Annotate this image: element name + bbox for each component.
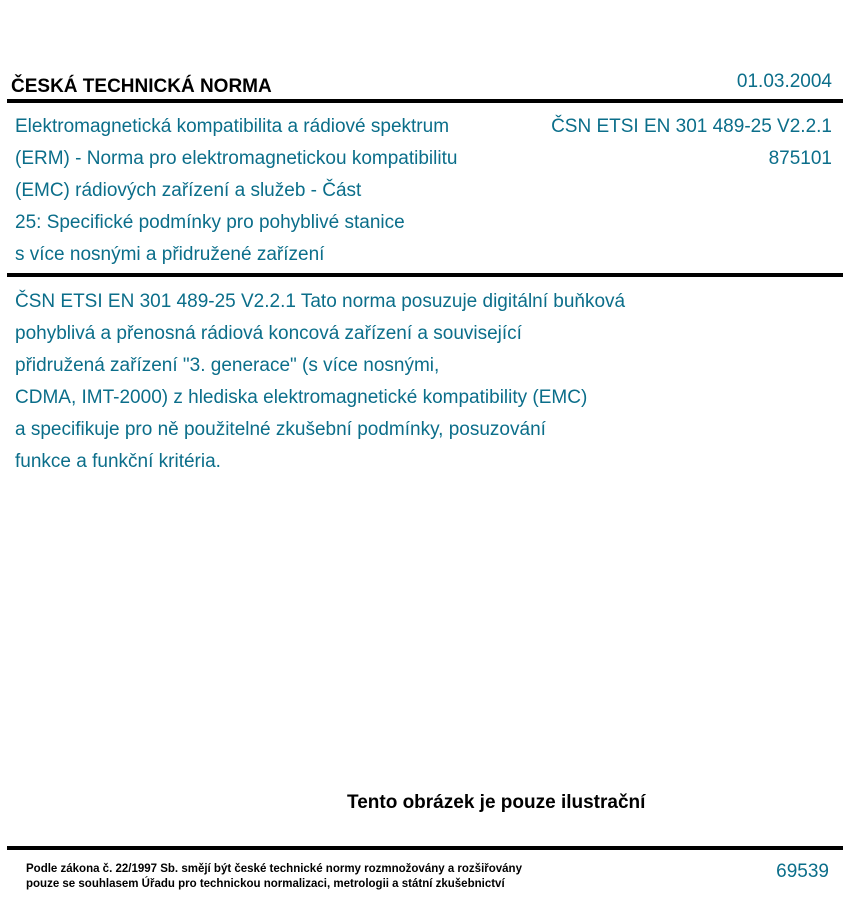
abstract-line: CDMA, IMT-2000) z hlediska elektromagnetické kompatibility (EMC) [15,387,588,408]
legal-notice-line: Podle zákona č. 22/1997 Sb. smějí být české technické normy rozmnožovány a rozšiřovány [26,863,522,875]
abstract-line: funkce a funkční kritéria. [15,451,221,472]
abstract-line: a specifikuje pro ně použitelné zkušební podmínky, posuzování [15,419,546,440]
class-number: 875101 [768,148,832,169]
title-line: s více nosnými a přidružené zařízení [15,244,325,265]
illustration-notice: Tento obrázek je pouze ilustrační [347,792,646,813]
title-line: Elektromagnetická kompatibilita a rádiové spektrum [15,116,450,137]
title-line: 25: Specifické podmínky pro pohyblivé stanice [15,212,405,233]
abstract-line: přidružená zařízení "3. generace" (s více nosnými, [15,355,440,376]
header-divider [7,99,843,103]
document-header-title: ČESKÁ TECHNICKÁ NORMA [11,76,272,97]
legal-notice-line: pouze se souhlasem Úřadu pro technickou normalizaci, metrologii a státní zkušebnictví [26,878,505,890]
issue-date: 01.03.2004 [736,71,832,92]
title-divider [7,273,843,277]
title-line: (ERM) - Norma pro elektromagnetickou kompatibilitu [15,148,458,169]
standard-code: ČSN ETSI EN 301 489-25 V2.2.1 [551,116,832,137]
document-number: 69539 [776,861,829,882]
abstract-line: ČSN ETSI EN 301 489-25 V2.2.1 Tato norma posuzuje digitální buňková [15,291,626,312]
title-line: (EMC) rádiových zařízení a služeb - Část [15,180,362,201]
abstract-line: pohyblivá a přenosná rádiová koncová zařízení a související [15,323,522,344]
footer-divider [7,846,843,850]
